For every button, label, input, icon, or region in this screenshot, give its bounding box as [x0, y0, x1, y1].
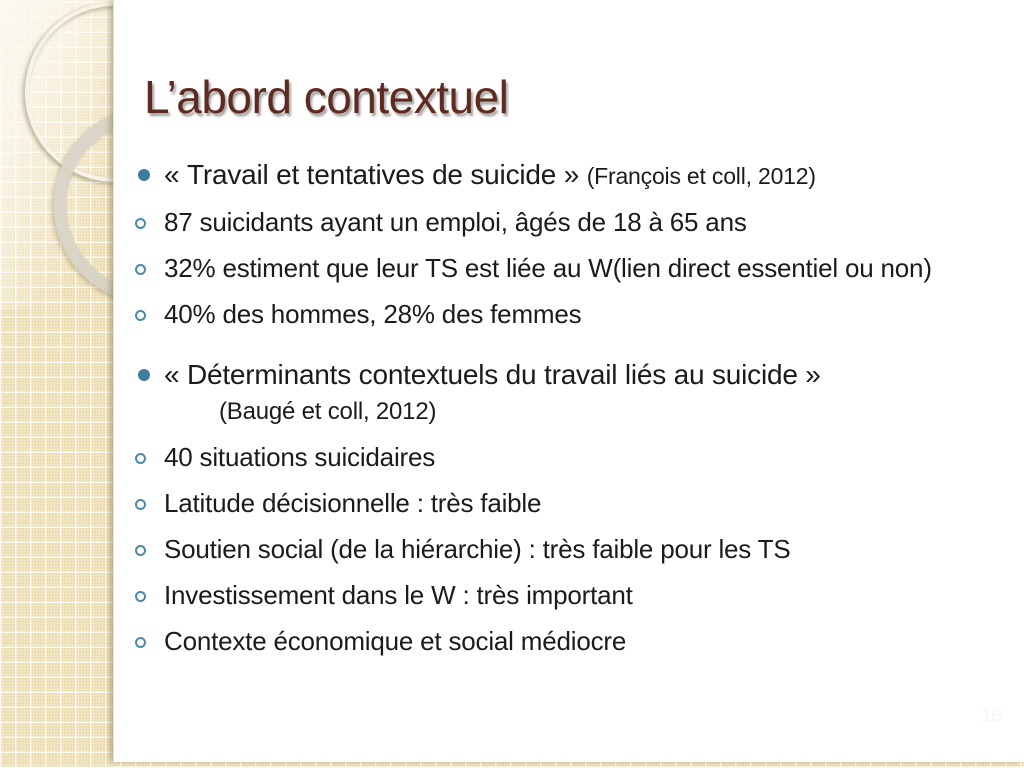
open-circle-bullet-icon: [134, 624, 164, 648]
citation-text: (François et coll, 2012): [586, 163, 816, 189]
bullet-item-level2: [134, 205, 994, 240]
bullet-text: 40% des hommes, 28% des femmes: [164, 299, 582, 329]
bullet-text: Contexte économique et social médiocre: [164, 626, 627, 656]
open-circle-bullet-icon: [134, 486, 164, 510]
bullet-list: [134, 156, 994, 659]
filled-bullet-icon: [134, 156, 164, 181]
bullet-item-level2: [134, 251, 994, 286]
bullet-item-level2: [134, 297, 994, 332]
bullet-ring: [135, 310, 146, 321]
bullet-item-level2: [134, 578, 994, 613]
slide-title: L’abord contextuel: [144, 71, 509, 123]
bullet-ring: [135, 264, 146, 275]
open-circle-bullet-icon: [134, 578, 164, 602]
bullet-dot: [138, 169, 150, 181]
slide-content-panel: [113, 0, 1024, 762]
bullet-ring: [135, 545, 146, 556]
bullet-item-level2: [134, 440, 994, 475]
bullet-ring: [135, 499, 146, 510]
bullet-item-level2: [134, 532, 994, 567]
bullet-ring: [135, 453, 146, 464]
slide-number: 16: [980, 706, 1002, 727]
decorative-rings-icon: [0, 0, 113, 768]
bullet-text: Investissement dans le W : très important: [164, 580, 633, 610]
bullet-text: Soutien social (de la hiérarchie) : très faible pour les TS: [164, 534, 791, 564]
open-circle-bullet-icon: [134, 251, 164, 275]
sidebar-paper-background: [0, 0, 113, 768]
bullet-ring: [135, 218, 146, 229]
open-circle-bullet-icon: [134, 297, 164, 321]
bullet-text: 40 situations suicidaires: [164, 442, 436, 472]
open-circle-bullet-icon: [134, 532, 164, 556]
bullet-ring: [135, 637, 146, 648]
bullet-item-level1: [134, 156, 994, 195]
bullet-text: 32% estiment que leur TS est liée au W(lien direct essentiel ou non): [164, 253, 932, 283]
bullet-item-level1: [134, 356, 994, 430]
bullet-item-level2: [134, 624, 994, 659]
bullet-dot: [138, 369, 150, 381]
bullet-text: « Déterminants contextuels du travail liés au suicide » (Baugé et coll, 2012): [164, 356, 994, 430]
open-circle-bullet-icon: [134, 440, 164, 464]
open-circle-bullet-icon: [134, 205, 164, 229]
bullet-text: « Travail et tentatives de suicide » (François et coll, 2012): [164, 159, 816, 190]
citation-text: (Baugé et coll, 2012): [219, 398, 437, 425]
bullet-text: Latitude décisionnelle : très faible: [164, 488, 542, 518]
filled-bullet-icon: [134, 356, 164, 381]
bullet-item-level2: [134, 486, 994, 521]
bullet-ring: [135, 591, 146, 602]
bullet-text: 87 suicidants ayant un emploi, âgés de 18 à 65 ans: [164, 207, 747, 237]
